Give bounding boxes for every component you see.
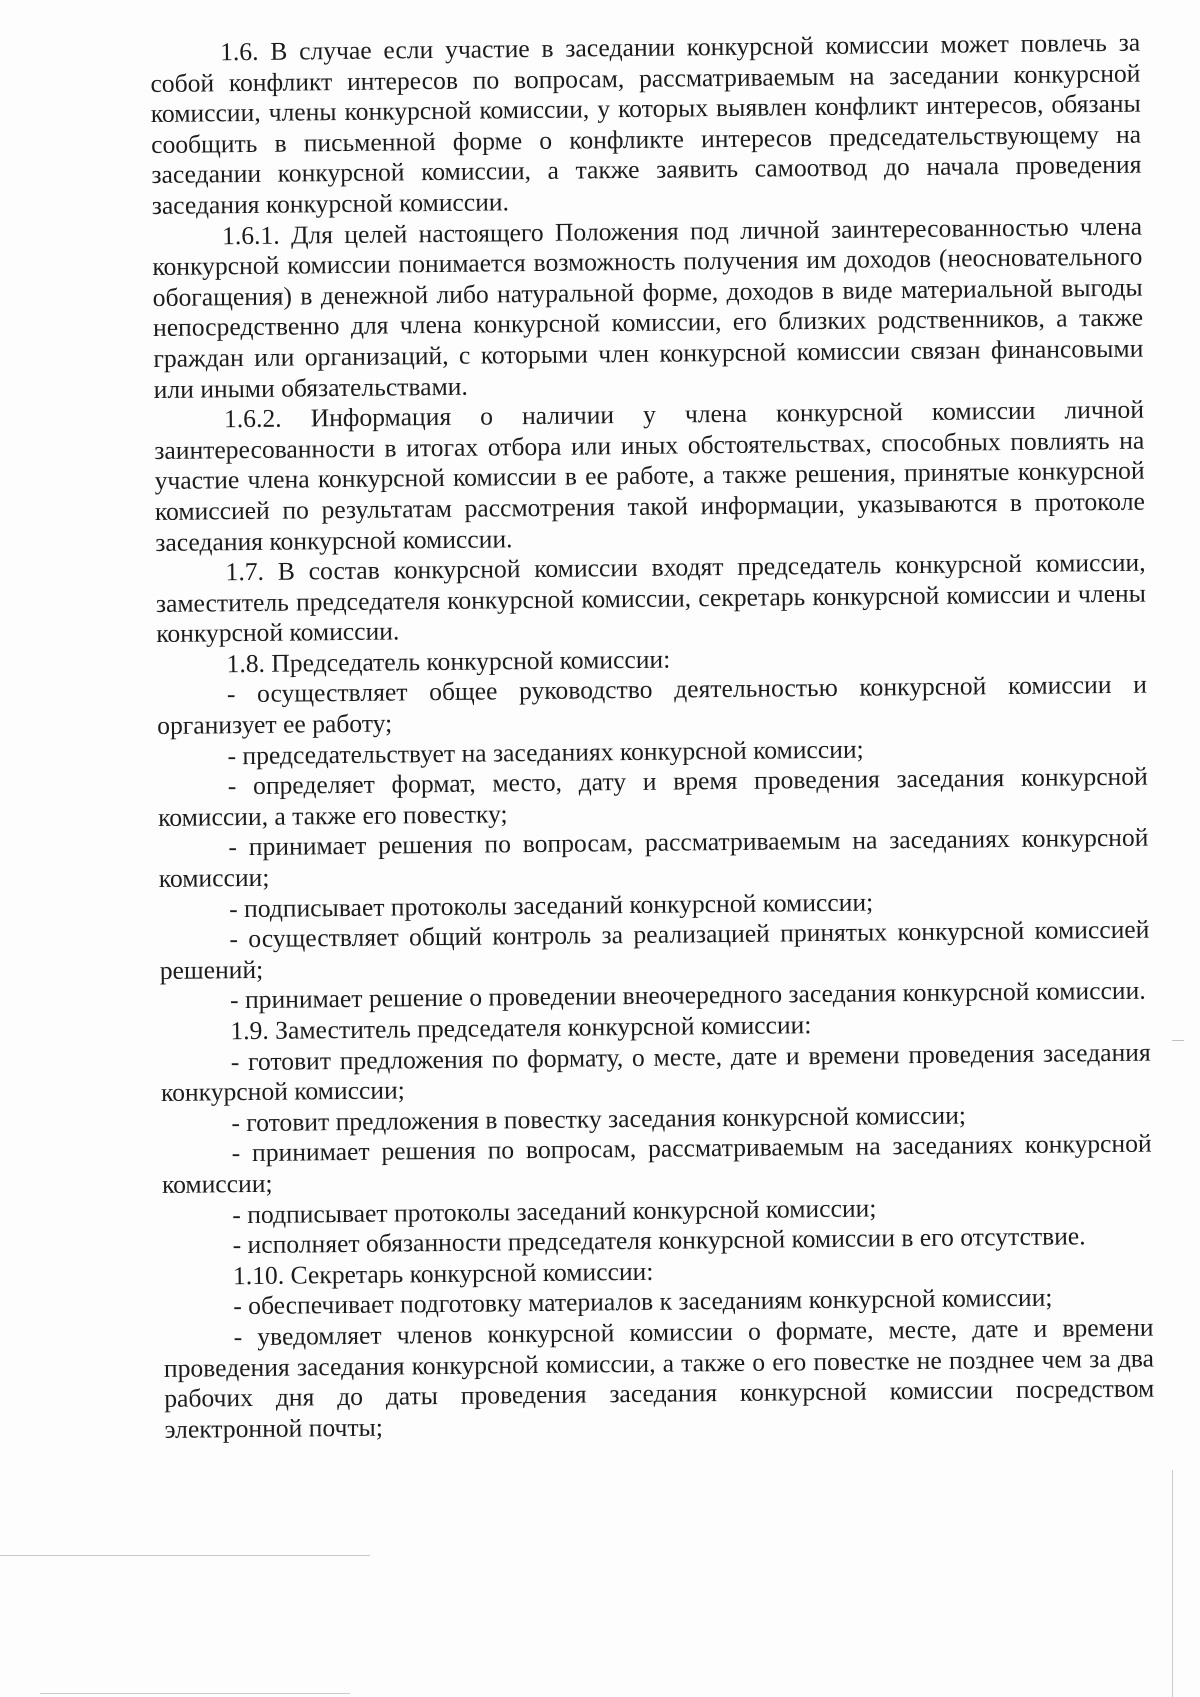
paragraph-1-9-heading: 1.9. Заместитель председателя конкурсной комиссии: [230, 1010, 812, 1046]
scan-tick-right [1172, 1040, 1184, 1041]
list-item: - определяет формат, место, дату и время проведения заседания конкурсной комиссии, а также его повестку; [158, 761, 1148, 832]
list-item: - исполняет обязанности председателя конкурсной комиссии в его отсутствие. [232, 1221, 1086, 1260]
list-item: - осуществляет общий контроль за реализацией принятых конкурсной комиссией решений; [159, 914, 1150, 985]
paragraph-1-8-heading: 1.8. Председатель конкурсной комиссии: [226, 644, 671, 679]
list-item: - уведомляет членов конкурсной комиссии о формате, месте, дате и времени проведения заседания конкурсной комиссии, а также о его повестке не позднее чем за два рабочих дня до даты проведения заседания конкурсной комиссии посредством электронной почты; [163, 1312, 1155, 1444]
list-item: - подписывает протоколы заседаний конкурсной комиссии; [228, 887, 874, 923]
list-item: - осуществляет общее руководство деятельностью конкурсной комиссии и организует ее работу; [157, 670, 1147, 741]
document-body [150, 28, 1155, 1446]
list-item: - принимает решения по вопросам, рассматриваемым на заседаниях конкурсной комиссии; [158, 823, 1149, 893]
list-item: - готовит предложения по формату, о месте, дате и времени проведения заседания конкурсной комиссии; [160, 1037, 1151, 1108]
list-item: - подписывает протоколы заседаний конкурсной комиссии; [232, 1193, 877, 1229]
list-item: - принимает решения по вопросам, рассматриваемым на заседаниях конкурсной комиссии; [161, 1128, 1152, 1199]
scan-line-middle [0, 1555, 370, 1556]
scan-edge-right [1172, 1470, 1173, 1697]
paragraph-1-6: 1.6. В случае если участие в заседании конкурсной комиссии может повлечь за собой конфликт интересов по вопросам, рассматриваемым на заседании конкурсной комиссии, члены конкурсной комиссии, у которых выявлен конфликт интересов, обязаны сообщить в письменной форме о конфликте интересов председательствующему на заседании конкурсной комиссии, а также заявить самоотвод до начала проведения заседания конкурсной комиссии. [150, 27, 1142, 220]
paragraph-1-10-heading: 1.10. Секретарь конкурсной комиссии: [232, 1256, 654, 1290]
paragraph-1-6-1: 1.6.1. Для целей настоящего Положения под личной заинтересованностью члена конкурсной комиссии понимается возможность получения им доходов (неосновательного обогащения) в денежной либо натуральной форме, доходов в виде материальной выгоды непосредственно для члена конкурсной комиссии, его близких родственников, а также граждан или организаций, с которыми член конкурсной комиссии связан финансовыми или иными обязательствами. [152, 211, 1144, 404]
scan-line-bottom [40, 1693, 350, 1694]
list-item: - принимает решение о проведении внеочередного заседания конкурсной комиссии. [229, 976, 1146, 1015]
paragraph-1-6-2: 1.6.2. Информация о наличии у члена конкурсной комиссии личной заинтересованности в итогах отбора или иных обстоятельствах, способных повлиять на участие члена конкурсной комиссии в ее работе, а также решения, принятые конкурсной комиссией по результатам рассмотрения такой информации, указываются в протоколе заседания конкурсной комиссии. [154, 394, 1146, 557]
list-item: - обеспечивает подготовку материалов к заседаниям конкурсной комиссии; [233, 1282, 1053, 1321]
list-item: - председательствует на заседаниях конкурсной комиссии; [227, 734, 864, 770]
paragraph-1-7: 1.7. В состав конкурсной комиссии входят председатель конкурсной комиссии, заместитель председателя конкурсной комиссии, секретарь конкурсной комиссии и члены конкурсной комиссии. [155, 547, 1147, 649]
list-item: - готовит предложения в повестку заседания конкурсной комиссии; [231, 1100, 967, 1137]
